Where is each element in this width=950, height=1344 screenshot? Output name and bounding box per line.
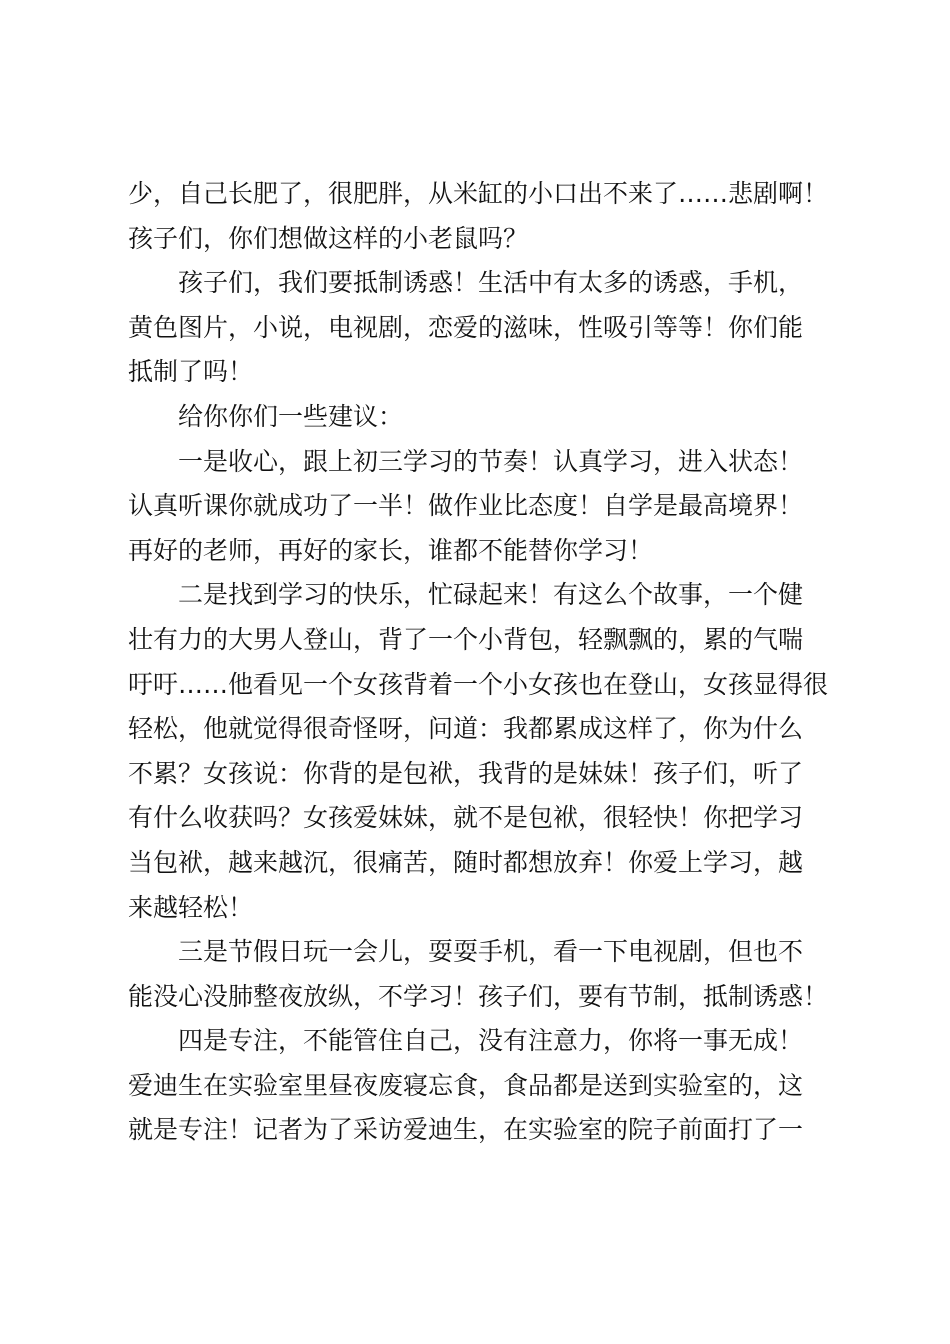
text-line: 黄色图片，小说，电视剧，恋爱的滋味，性吸引等等！你们能	[128, 312, 804, 342]
text-line: 壮有力的大男人登山，背了一个小背包，轻飘飘的，累的气喘	[128, 624, 804, 654]
text-line: 抵制了吗！	[128, 357, 254, 387]
text-line: 就是专注！记者为了采访爱迪生，在实验室的院子前面打了一	[128, 1115, 804, 1145]
text-line: 吁吁……他看见一个女孩背着一个小女孩也在登山，女孩显得很	[128, 669, 829, 699]
text-line: 当包袱，越来越沉，很痛苦，随时都想放弃！你爱上学习，越	[128, 847, 804, 877]
text-line: 爱迪生在实验室里昼夜废寝忘食，食品都是送到实验室的，这	[128, 1070, 804, 1100]
paragraph-start-line: 一是收心，跟上初三学习的节奏！认真学习，进入状态！	[178, 446, 804, 476]
paragraph-start-line: 三是节假日玩一会儿，耍耍手机，看一下电视剧，但也不	[178, 937, 804, 967]
text-line: 能没心没肺整夜放纵，不学习！孩子们，要有节制，抵制诱惑！	[128, 981, 829, 1011]
text-line: 来越轻松！	[128, 892, 254, 922]
text-line: 孩子们，你们想做这样的小老鼠吗？	[128, 223, 529, 253]
paragraph-start-line: 孩子们，我们要抵制诱惑！生活中有太多的诱惑，手机，	[178, 268, 804, 298]
body-text	[128, 172, 834, 1153]
text-line: 少，自己长肥了，很肥胖，从米缸的小口出不来了……悲剧啊！	[128, 179, 829, 208]
paragraph-start-line: 四是专注，不能管住自己，没有注意力，你将一事无成！	[178, 1026, 804, 1056]
text-line: 再好的老师，再好的家长，谁都不能替你学习！	[128, 535, 654, 565]
text-line: 轻松，他就觉得很奇怪呀，问道：我都累成这样了，你为什么	[128, 714, 804, 744]
paragraph-start-line: 二是找到学习的快乐，忙碌起来！有这么个故事，一个健	[178, 580, 804, 610]
paragraph-start-line: 给你你们一些建议：	[178, 401, 404, 431]
text-line: 有什么收获吗？女孩爱妹妹，就不是包袱，很轻快！你把学习	[128, 803, 804, 833]
text-line: 认真听课你就成功了一半！做作业比态度！自学是最高境界！	[128, 491, 804, 521]
text-line: 不累？女孩说：你背的是包袱，我背的是妹妹！孩子们，听了	[128, 758, 804, 788]
